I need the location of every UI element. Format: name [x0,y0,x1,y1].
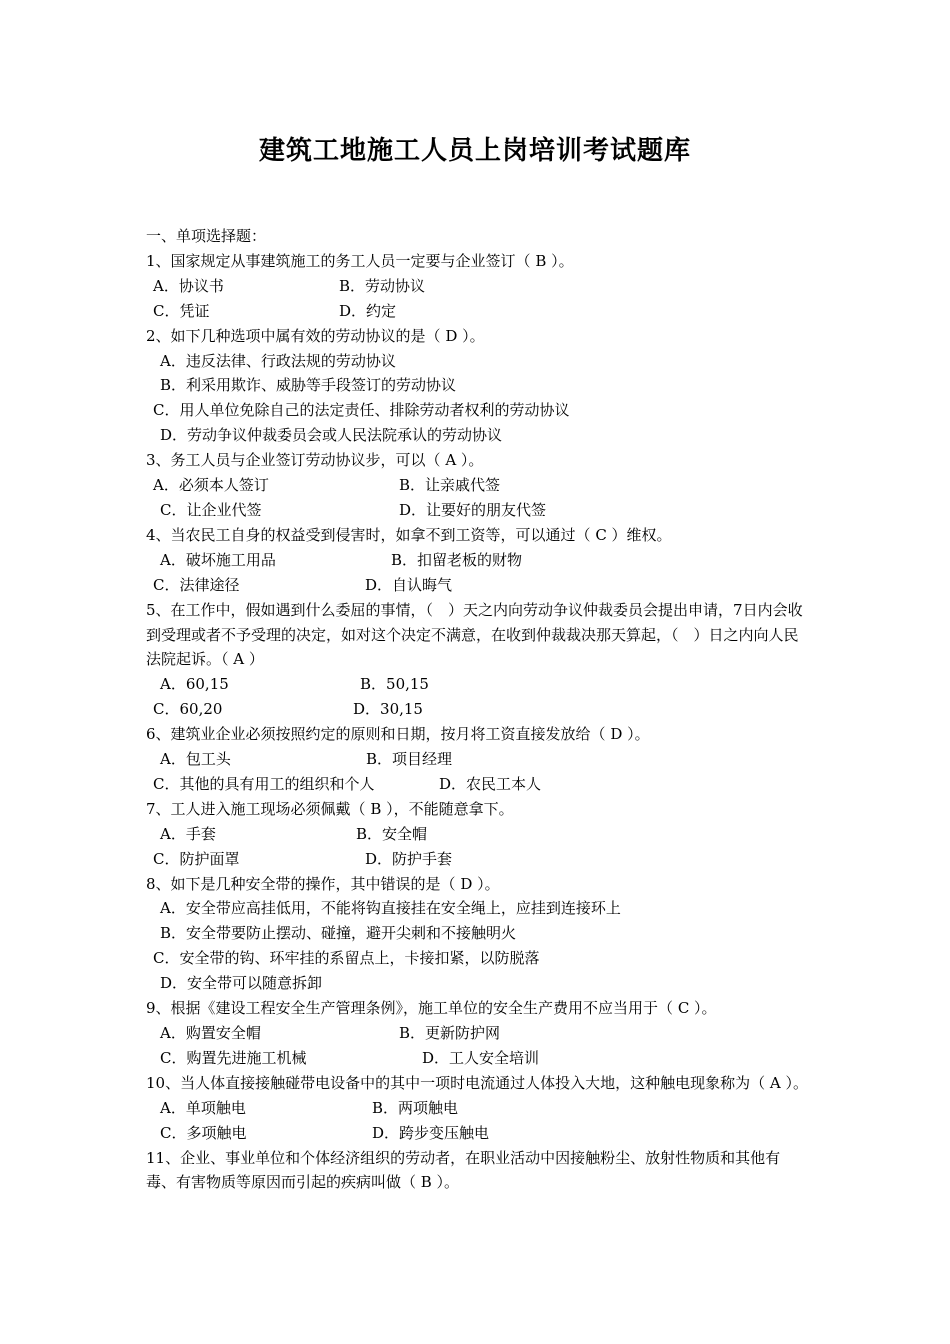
q4-option-d: D．自认晦气 [365,575,453,594]
q3-option-d: D．让要好的朋友代签 [399,500,547,519]
q6-option-c: C．其他的具有用工的组织和个人 [153,774,375,793]
q1-option-d: D．约定 [339,301,397,320]
question-2-stem: 2、如下几种选项中属有效的劳动协议的是（ D ）。 [146,326,485,345]
q10-option-c: C．多项触电 [160,1123,247,1142]
q1-option-a: A．协议书 [153,276,224,295]
q7-option-c: C．防护面罩 [153,849,240,868]
question-6-options-row-1 [146,747,810,772]
question-8-stem: 8、如下是几种安全带的操作，其中错误的是（ D ）。 [146,874,500,893]
question-1-options-row-2 [146,299,810,324]
q5-option-a: A．60,15 [160,675,229,694]
document-title: 建筑工地施工人员上岗培训考试题库 [258,136,691,166]
question-10-options-row-1 [146,1096,810,1121]
q8-option-d: D．安全带可以随意拆卸 [160,974,323,993]
q2-option-b: B．利采用欺诈、威胁等手段签订的劳动协议 [160,376,457,395]
question-10-options-row-2 [146,1121,810,1146]
question-5-options-row-2 [146,697,810,722]
q2-option-c: C．用人单位免除自己的法定责任、排除劳动者权利的劳动协议 [153,401,570,420]
q10-option-b: B．两项触电 [372,1098,459,1117]
question-6-stem: 6、建筑业企业必须按照约定的原则和日期，按月将工资直接发放给（ D ）。 [146,725,650,744]
q4-option-c: C．法律途径 [153,575,240,594]
question-5-stem: 5、在工作中，假如遇到什么委屈的事情，（ ）天之内向劳动争议仲裁委员会提出申请，7日内会收到受理或者不予受理的决定，如对这个决定不满意，在收到仲裁裁决那天算起，（ ）日之内向人民法院起诉。（ A ） [146,600,803,669]
q1-option-b: B．劳动协议 [339,276,426,295]
question-7-options-row-2 [146,847,810,872]
question-3-stem: 3、务工人员与企业签订劳动协议步，可以（ A ）。 [146,451,484,470]
question-9-stem: 9、根据《建设工程安全生产管理条例》，施工单位的安全生产费用不应当用于（ C ）。 [146,999,717,1018]
question-11-stem: 11、企业、事业单位和个体经济组织的劳动者，在职业活动中因接触粉尘、放射性物质和其他有毒、有害物质等原因而引起的疾病叫做（ B ）。 [146,1148,781,1192]
question-9-options-row-2 [146,1046,810,1071]
q9-option-a: A．购置安全帽 [160,1024,261,1042]
question-3-options-row-1 [146,473,810,498]
question-3-options-row-2 [146,498,810,523]
question-10-stem: 10、当人体直接接触碰带电设备中的其中一项时电流通过人体投入大地，这种触电现象称为（ A ）。 [146,1073,808,1092]
q10-option-a: A．单项触电 [160,1098,246,1117]
question-7-options-row-1 [146,822,810,847]
q2-option-d: D．劳动争议仲裁委员会或人民法院承认的劳动协议 [160,426,503,445]
question-1-options-row-1 [146,274,810,299]
q3-option-b: B．让亲戚代签 [399,476,501,495]
question-4-options-row-2 [146,573,810,598]
q7-option-b: B．安全帽 [356,824,428,843]
question-4-options-row-1 [146,548,810,573]
q6-option-b: B．项目经理 [366,750,453,769]
q7-option-d: D．防护手套 [365,849,453,868]
q8-option-c: C．安全带的钩、环牢挂的系留点上，卡接扣紧，以防脱落 [153,949,540,968]
q8-option-a: A．安全带应高挂低用，不能将钩直接挂在安全绳上，应挂到连接环上 [160,899,621,918]
q4-option-b: B．扣留老板的财物 [391,550,523,569]
q9-option-d: D．工人安全培训 [422,1048,540,1067]
q4-option-a: A．破坏施工用品 [160,550,276,569]
question-list [146,224,810,1195]
q6-option-a: A．包工头 [160,750,231,769]
q9-option-b: B．更新防护网 [399,1024,501,1042]
q2-option-a: A．违反法律、行政法规的劳动协议 [160,351,396,370]
section-heading: 一、单项选择题： [146,227,267,245]
q3-option-c: C．让企业代签 [160,500,262,519]
question-1-stem: 1、国家规定从事建筑施工的务工人员一定要与企业签订（ B ）。 [146,251,574,270]
q5-option-c: C．60,20 [153,700,223,719]
question-6-options-row-2 [146,772,810,797]
question-4-stem: 4、当农民工自身的权益受到侵害时，如拿不到工资等，可以通过（ C ）维权。 [146,525,672,544]
q3-option-a: A．必须本人签订 [153,476,269,495]
q5-option-d: D．30,15 [353,700,423,719]
question-5-options-row-1 [146,672,810,697]
q1-option-c: C．凭证 [153,301,210,320]
q6-option-d: D．农民工本人 [439,774,542,793]
question-7-stem: 7、工人进入施工现场必须佩戴（ B ），不能随意拿下。 [146,799,514,818]
q7-option-a: A．手套 [160,824,216,843]
q9-option-c: C．购置先进施工机械 [160,1048,307,1067]
q10-option-d: D．跨步变压触电 [372,1123,490,1142]
question-9-options-row-1 [146,1021,810,1046]
q8-option-b: B．安全带要防止摆动、碰撞，避开尖刺和不接触明火 [160,924,517,943]
q5-option-b: B．50,15 [360,675,429,694]
